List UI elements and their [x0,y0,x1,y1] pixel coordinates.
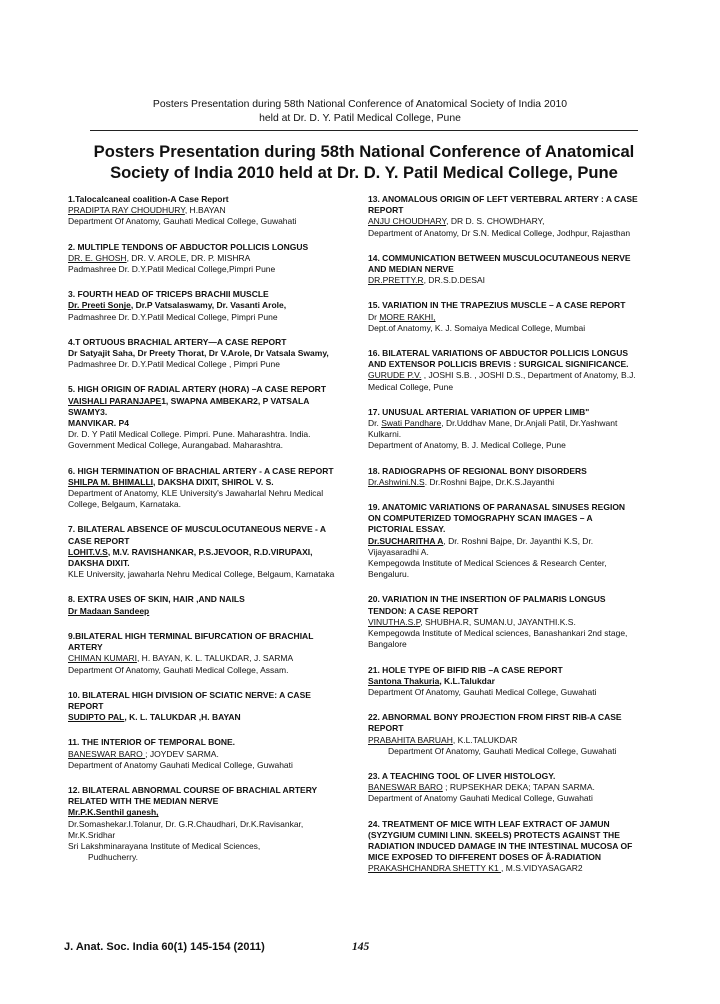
abstract-title: 22. ABNORMAL BONY PROJECTION FROM FIRST RIB-A CASE REPORT [368,712,622,734]
abstract-affiliation: Department of Anatomy, B. J. Medical College, Pune [368,440,566,451]
page-title-line-1: Posters Presentation during 58th National Conference of Anatomical [93,142,635,161]
presenting-author: SHILPA M. BHIMALLI [68,476,153,487]
presenting-author: VINUTHA.S.P [368,616,421,627]
co-authors: , DR D. S. CHOWDHARY, [446,216,545,227]
co-authors: , Dr.P Vatsalaswamy, Dr. Vasanti Arole, [130,300,287,311]
right-column [368,194,640,889]
co-authors: , K. L. TALUKDAR ,H. BAYAN [124,712,241,723]
abstract-affiliation: KLE University, jawaharla Nehru Medical College, Belgaum, Karnataka [68,569,335,580]
page-title-line-2: Society of India 2010 held at Dr. D. Y. Patil Medical College, Pune [110,163,618,182]
abstract-authors [68,205,340,216]
page-number: 145 [352,941,370,953]
co-authors: , K.L.Talukdar [439,675,495,686]
presenting-author: Mr.P.K.Senthil ganesh, [68,807,159,818]
abstract-affiliation: Padmashree Dr. D.Y.Patil Medical College,Pimpri Pune [68,264,276,275]
presenting-author: GURUDE P.V. [368,370,422,381]
abstract-title: 18. RADIOGRAPHS OF REGIONAL BONY DISORDERS [368,465,587,476]
abstract-authors [68,253,340,264]
abstract-authors [68,547,340,569]
presenting-author: SUDIPTO PAL [68,712,125,723]
abstract-title: 13. ANOMALOUS ORIGIN OF LEFT VERTEBRAL ARTERY : A CASE REPORT [368,194,638,216]
abstract-affiliation: Department Of Anatomy, Gauhati Medical College, Assam. [68,664,289,675]
presenting-author: Swati Pandhare [381,418,442,429]
page-title [80,141,648,183]
co-authors: , DAKSHA DIXIT, SHIROL V. S. [153,476,274,487]
author-prefix: Dr [368,311,380,322]
abstract-title: 3. FOURTH HEAD OF TRICEPS BRACHII MUSCLE [68,289,269,300]
header-rule [90,130,638,131]
abstract-entry [68,690,340,724]
abstract-title: 20. VARIATION IN THE INSERTION OF PALMARIS LONGUS TENDON: A CASE REPORT [368,594,606,616]
abstract-authors [368,216,640,227]
abstract-authors [368,617,640,628]
abstract-entry [368,253,640,287]
abstract-authors [368,275,640,286]
abstract-entry [368,348,640,393]
presenting-author: ANJU CHOUDHARY [368,216,447,227]
abstract-title: 23. A TEACHING TOOL OF LIVER HISTOLOGY. [368,770,556,781]
abstract-affiliation: Kempegowda Institute of Medical sciences, Banashankari 2nd stage, Bangalore [368,628,628,650]
presenting-author: DR.PRETTY.R [368,275,424,286]
presenting-author: DR. E. GHOSH [68,252,127,263]
journal-citation: J. Anat. Soc. India 60(1) 145-154 (2011) [64,941,265,953]
abstract-title: 9.BILATERAL HIGH TERMINAL BIFURCATION OF BRACHIAL ARTERY [68,630,314,653]
abstract-authors [68,477,340,488]
abstract-affiliation: Department of Anatomy, KLE University's Jawaharlal Nehru Medical College, Belgaum, Karnataka. [68,488,324,510]
abstract-entry [68,242,340,276]
running-head-line-2: held at Dr. D. Y. Patil Medical College, Pune [259,113,461,124]
running-head [0,98,720,126]
abstract-authors [368,536,640,558]
abstract-entry [68,194,340,228]
co-authors: 1, SWAPNA AMBEKAR2, P VATSALA SWAMY3. [68,395,310,417]
abstract-authors [368,782,640,793]
co-authors: , DR.S.D.DESAI [423,275,485,286]
co-authors: . Dr.Roshni Bajpe, Dr.K.S.Jayanthi [424,476,555,487]
presenting-author: LOHIT.V.S [68,546,108,557]
abstract-affiliation: Dr.Somashekar.I.Tolanur, Dr. G.R.Chaudhari, Dr.K.Ravisankar, Mr.K.Sridhar [68,818,304,840]
abstract-entry [68,631,340,676]
abstract-affiliation: Department of Anatomy Gauhati Medical College, Guwahati [68,759,293,770]
abstract-authors [68,807,340,818]
abstract-title: 24. TREATMENT OF MICE WITH LEAF EXTRACT OF JAMUN (SYZYGIUM CUMINI LINN. SKEELS) PROTECTS AGAINST THE RADIATION INDUCED DAMAGE IN THE INTESTINAL MUCOSA OF MICE EXPOSED TO DIFFERENT DOSES OF Â-RADIATION [368,818,633,863]
abstract-title: 1.Talocalcaneal coalition-A Case Report [68,194,229,204]
abstract-authors [368,312,640,323]
abstract-entry [68,384,340,451]
abstract-title: 11. THE INTERIOR OF TEMPORAL BONE. [68,737,236,748]
presenting-author: VAISHALI PARANJAPE [68,395,162,406]
abstract-entry [68,737,340,771]
co-authors: , JOSHI S.B. , JOSHI D.S., Department of Anatomy, B.J. Medical College, Pune [368,370,636,392]
abstract-entry [368,194,640,239]
abstract-authors: MANVIKAR. P4 [68,418,129,429]
left-column [68,194,340,877]
abstract-title: 5. HIGH ORIGIN OF RADIAL ARTERY (HORA) –A CASE REPORT [68,384,327,395]
abstract-title: 6. HIGH TERMINATION OF BRACHIAL ARTERY - A CASE REPORT [68,465,334,476]
presenting-author: Dr Madaan Sandeep [68,605,150,616]
abstract-affiliation: Kempegowda Institute of Medical Sciences & Research Center, Bengaluru. [368,558,607,580]
abstract-title: 7. BILATERAL ABSENCE OF MUSCULOCUTANEOUS NERVE - A CASE REPORT [68,524,326,546]
abstract-authors [68,606,340,617]
abstract-affiliation: Sri Lakshminarayana Institute of Medical Sciences, [68,840,261,851]
presenting-author: CHIMAN KUMARI [68,653,137,664]
co-authors: ; RUPSEKHAR DEKA; TAPAN SARMA. [442,782,595,793]
abstract-entry [68,785,340,863]
abstract-authors [68,749,340,760]
abstract-authors [368,735,640,746]
abstract-title: 16. BILATERAL VARIATIONS OF ABDUCTOR POLLICIS LONGUS AND EXTENSOR POLLICIS BREVIS : SURGICAL SIGNIFICANCE. [368,348,629,370]
presenting-author: MORE RAKHI, [379,311,436,322]
abstract-affiliation: Padmashree Dr. D.Y.Patil Medical College , Pimpri Pune [68,359,280,370]
abstract-authors [68,300,340,311]
abstract-entry [368,819,640,875]
co-authors: ; JOYDEV SARMA. [145,748,219,759]
abstract-entry [368,771,640,805]
abstract-entry [368,466,640,488]
abstract-affiliation: Pudhucherry. [88,852,138,863]
presenting-author: PRADIPTA RAY CHOUDHURY [68,205,185,216]
co-authors: , K.L.TALUKDAR [452,734,518,745]
abstract-entry [68,524,340,580]
abstract-affiliation: Department of Anatomy Gauhati Medical College, Guwahati [368,793,593,804]
abstract-authors: Dr Satyajit Saha, Dr Preety Thorat, Dr V.Arole, Dr Vatsala Swamy, [68,348,329,359]
presenting-author: BANESWAR BARO [68,748,146,759]
abstract-authors [368,676,640,687]
abstract-affiliation: Department Of Anatomy, Gauhati Medical College, Guwahati [68,216,297,227]
abstract-affiliation: Government Medical College, Aurangabad. Maharashtra. [68,440,283,451]
abstract-title: 17. UNUSUAL ARTERIAL VARIATION OF UPPER LIMB" [368,406,590,417]
abstract-affiliation: Padmashree Dr. D.Y.Patil Medical College, Pimpri Pune [68,311,278,322]
co-authors: , M.S.VIDYASAGAR2 [501,863,583,874]
presenting-author: Santona Thakuria [368,675,440,686]
presenting-author: PRAKASHCHANDRA SHETTY K1 [368,863,502,874]
abstract-title: 14. COMMUNICATION BETWEEN MUSCULOCUTANEOUS NERVE AND MEDIAN NERVE [368,252,631,275]
abstract-entry [368,407,640,452]
abstract-entry [368,502,640,580]
abstract-affiliation: Dept.of Anatomy, K. J. Somaiya Medical College, Mumbai [368,322,586,333]
co-authors: , M.V. RAVISHANKAR, P.S.JEVOOR, R.D.VIRUPAXI, DAKSHA DIXIT. [68,546,313,569]
co-authors: , Dr. Roshni Bajpe, Dr. Jayanthi K.S, Dr. Vijayasaradhi A. [368,535,594,557]
abstract-authors [68,396,340,418]
abstract-title: 4.T ORTUOUS BRACHIAL ARTERY—A CASE REPORT [68,336,287,347]
author-prefix: Dr. [368,418,382,429]
abstract-entry [68,466,340,511]
abstract-entry [68,337,340,371]
co-authors: , SHUBHA.R, SUMAN.U, JAYANTHI.K.S. [420,616,576,627]
abstract-title: 21. HOLE TYPE OF BIFID RIB –A CASE REPORT [368,664,563,675]
abstract-authors [368,418,640,440]
abstract-authors [368,477,640,488]
co-authors: , H.BAYAN [184,205,226,216]
abstract-entry [368,665,640,699]
abstract-entry [68,594,340,616]
abstract-entry [368,594,640,650]
co-authors: , DR. V. AROLE, DR. P. MISHRA [126,252,251,263]
abstract-authors [68,712,340,723]
abstract-affiliation: Department Of Anatomy, Gauhati Medical College, Guwahati [368,686,597,697]
presenting-author: PRABAHITA BARUAH [368,734,453,745]
abstract-title: 8. EXTRA USES OF SKIN, HAIR ,AND NAILS [68,594,245,605]
presenting-author: BANESWAR BARO [368,782,443,793]
abstract-entry [68,289,340,323]
co-authors: , H. BAYAN, K. L. TALUKDAR, J. SARMA [136,653,294,664]
abstract-authors [68,653,340,664]
abstract-title: 10. BILATERAL HIGH DIVISION OF SCIATIC NERVE: A CASE REPORT [68,689,311,711]
abstract-entry [368,712,640,757]
presenting-author: Dr.SUCHARITHA A [368,535,444,546]
presenting-author: Dr.Ashwini.N.S [368,476,425,487]
abstract-affiliation: Dr. D. Y Patil Medical College. Pimpri. Pune. Maharashtra. India. [68,429,311,440]
co-authors: , Dr.Uddhav Mane, Dr.Anjali Patil, Dr.Yashwant Kulkarni. [368,418,618,440]
abstract-title: 19. ANATOMIC VARIATIONS OF PARANASAL SINUSES REGION ON COMPUTERIZED TOMOGRAPHY SCAN IMAGES – A PICTORIAL ESSAY. [368,502,626,535]
abstract-title: 12. BILATERAL ABNORMAL COURSE OF BRACHIAL ARTERY RELATED WITH THE MEDIAN NERVE [68,784,318,807]
running-head-line-1: Posters Presentation during 58th National Conference of Anatomical Society of India 2010 [152,99,568,110]
abstract-affiliation: Department of Anatomy, Dr S.N. Medical College, Jodhpur, Rajasthan [368,227,631,238]
presenting-author: Dr. Preeti Sonje [68,300,131,311]
abstract-entry [368,300,640,334]
abstract-authors [368,863,640,874]
abstract-authors [368,370,640,392]
abstract-affiliation: Department Of Anatomy, Gauhati Medical College, Guwahati [388,745,617,756]
abstract-title: 15. VARIATION IN THE TRAPEZIUS MUSCLE – A CASE REPORT [368,300,626,311]
abstract-title: 2. MULTIPLE TENDONS OF ABDUCTOR POLLICIS LONGUS [68,241,309,252]
